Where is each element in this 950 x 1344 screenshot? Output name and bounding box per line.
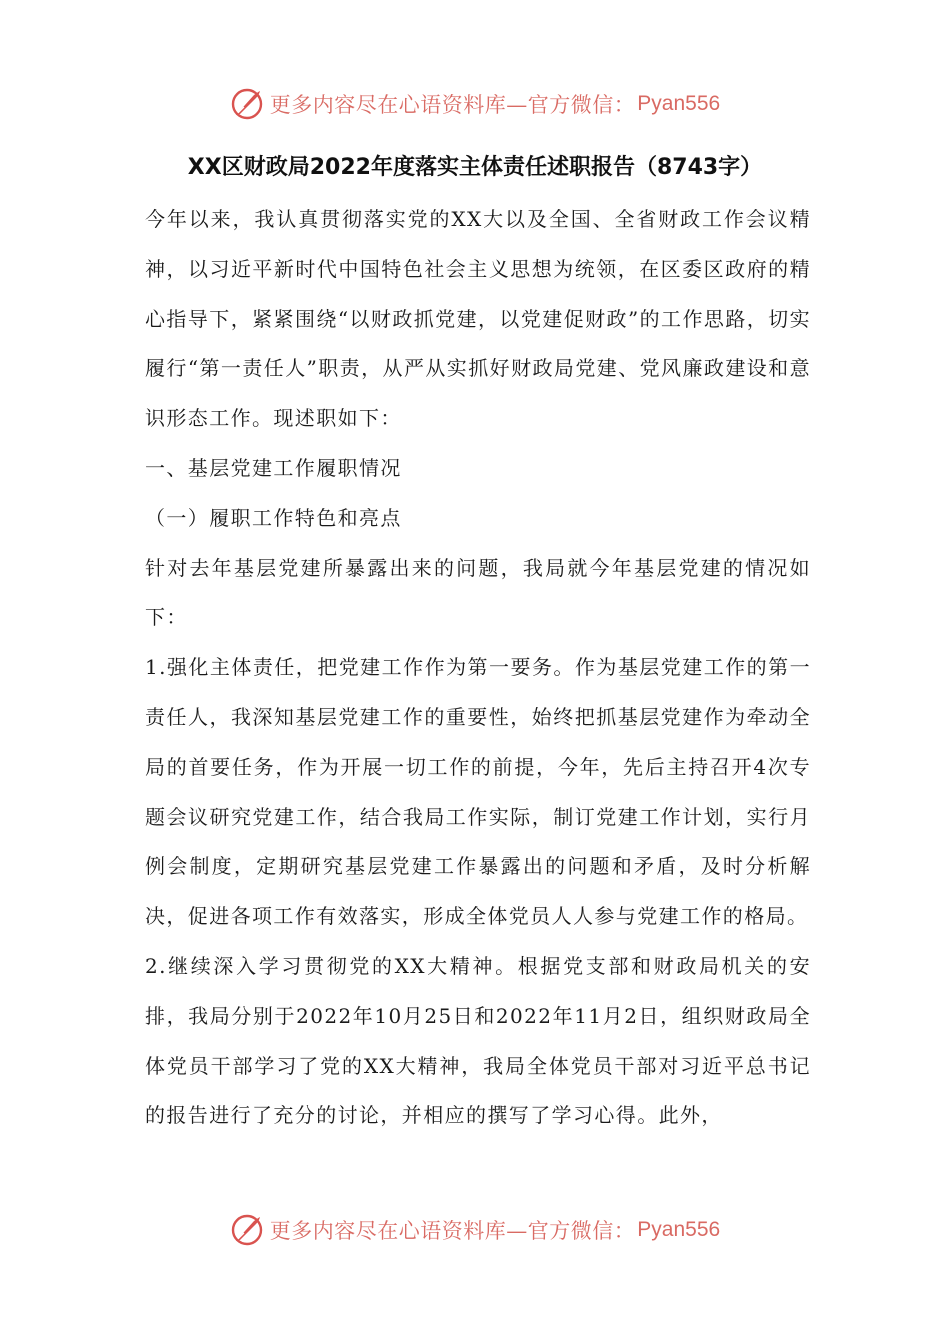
paragraph-item-2: 2.继续深入学习贯彻党的XX大精神。根据党支部和财政局机关的安排，我局分别于2022年10月25日和2022年11月2日，组织财政局全体党员干部学习了党的XX大精神，我局全体党员干部对习近平总书记的报告进行了充分的讨论，并相应的撰写了学习心得。此外， (145, 953, 811, 1128)
document-title: XX区财政局2022年度落实主体责任述职报告（8743字） (187, 155, 763, 180)
quill-logo-icon (230, 87, 264, 121)
watermark-text: 更多内容尽在心语资料库—官方微信： (269, 1219, 636, 1243)
watermark-banner-bottom (0, 1210, 950, 1250)
watermark-wechat-id: Pyan556 (637, 92, 721, 115)
watermark-banner-top (0, 84, 950, 124)
watermark-text: 更多内容尽在心语资料库—官方微信： (269, 93, 636, 117)
paragraph-problems: 针对去年基层党建所暴露出来的问题，我局就今年基层党建的情况如下： (145, 555, 811, 630)
subsection-heading-1: （一）履职工作特色和亮点 (145, 505, 402, 530)
watermark-wechat-id: Pyan556 (637, 1218, 721, 1241)
paragraph-item-1: 1.强化主体责任，把党建工作作为第一要务。作为基层党建工作的第一责任人，我深知基层党建工作的重要性，始终把抓基层党建作为牵动全局的首要任务，作为开展一切工作的前提，今年，先后主持召开4次专题会议研究党建工作，结合我局工作实际，制订党建工作计划，实行月例会制度，定期研究基层党建工作暴露出的问题和矛盾，及时分析解决，促进各项工作有效落实，形成全体党员人人参与党建工作的格局。 (145, 655, 811, 929)
section-heading-1: 一、基层党建工作履职情况 (145, 455, 402, 480)
quill-logo-icon (230, 1213, 264, 1247)
paragraph-intro: 今年以来，我认真贯彻落实党的XX大以及全国、全省财政工作会议精神，以习近平新时代中国特色社会主义思想为统领，在区委区政府的精心指导下，紧紧围绕“以财政抓党建，以党建促财政”的工作思路，切实履行“第一责任人”职责，从严从实抓好财政局党建、党风廉政建设和意识形态工作。现述职如下： (145, 207, 811, 431)
document-body (145, 195, 811, 1141)
